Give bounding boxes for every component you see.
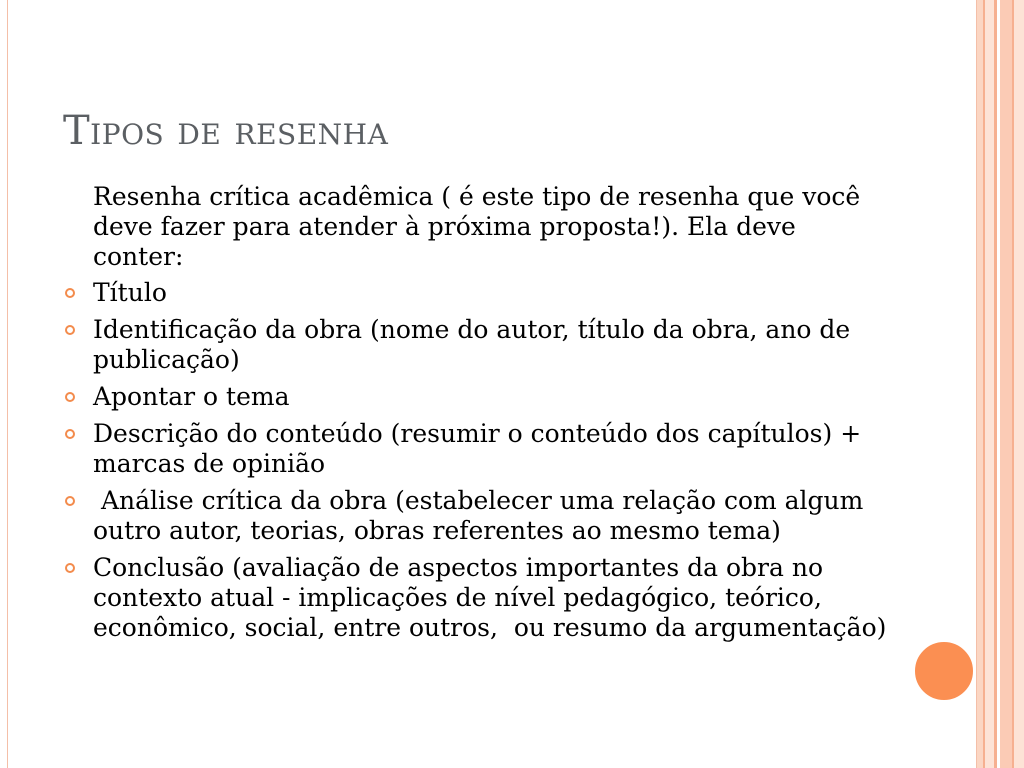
bullet-item: [64, 278, 894, 308]
decorative-circle: [913, 640, 975, 702]
decorative-stripe: [985, 0, 994, 768]
bullet-text: Identificação da obra (nome do autor, título da obra, ano de publicação): [93, 315, 851, 374]
circle-bullet-icon: [65, 392, 75, 402]
bullet-list: [64, 278, 894, 643]
intro-text: Resenha crítica acadêmica ( é este tipo de resenha que você deve fazer para atender à próxima proposta!). Ela deve conter:: [93, 182, 861, 271]
circle-bullet-icon: [65, 429, 75, 439]
circle-bullet-icon: [65, 563, 75, 573]
circle-bullet-icon: [65, 325, 75, 335]
circle-bullet-icon: [65, 288, 75, 298]
bullet-text: Título: [93, 278, 167, 307]
bullet-item: [64, 382, 894, 412]
bullet-text: Análise crítica da obra (estabelecer uma relação com algum outro autor, teorias, obras referentes ao mesmo tema): [93, 486, 872, 545]
bullet-text: Descrição do conteúdo (resumir o conteúdo dos capítulos) + marcas de opinião: [93, 419, 862, 478]
circle-bullet-icon: [65, 496, 75, 506]
bullet-item: [64, 315, 894, 375]
bullet-text: Conclusão (avaliação de aspectos importantes da obra no contexto atual - implicações de nível pedagógico, teórico, econômico, social, entre outros, ou resumo da argumentação): [93, 553, 887, 642]
decorative-stripe: [1000, 0, 1012, 768]
decorative-stripe: [1014, 0, 1024, 768]
bullet-text: Apontar o tema: [93, 382, 290, 411]
bullet-item: [64, 553, 894, 643]
bullet-item: [64, 419, 894, 479]
bullet-item: [64, 486, 894, 546]
slide-body: [64, 182, 894, 650]
slide-title: Tipos de resenha: [63, 108, 389, 154]
